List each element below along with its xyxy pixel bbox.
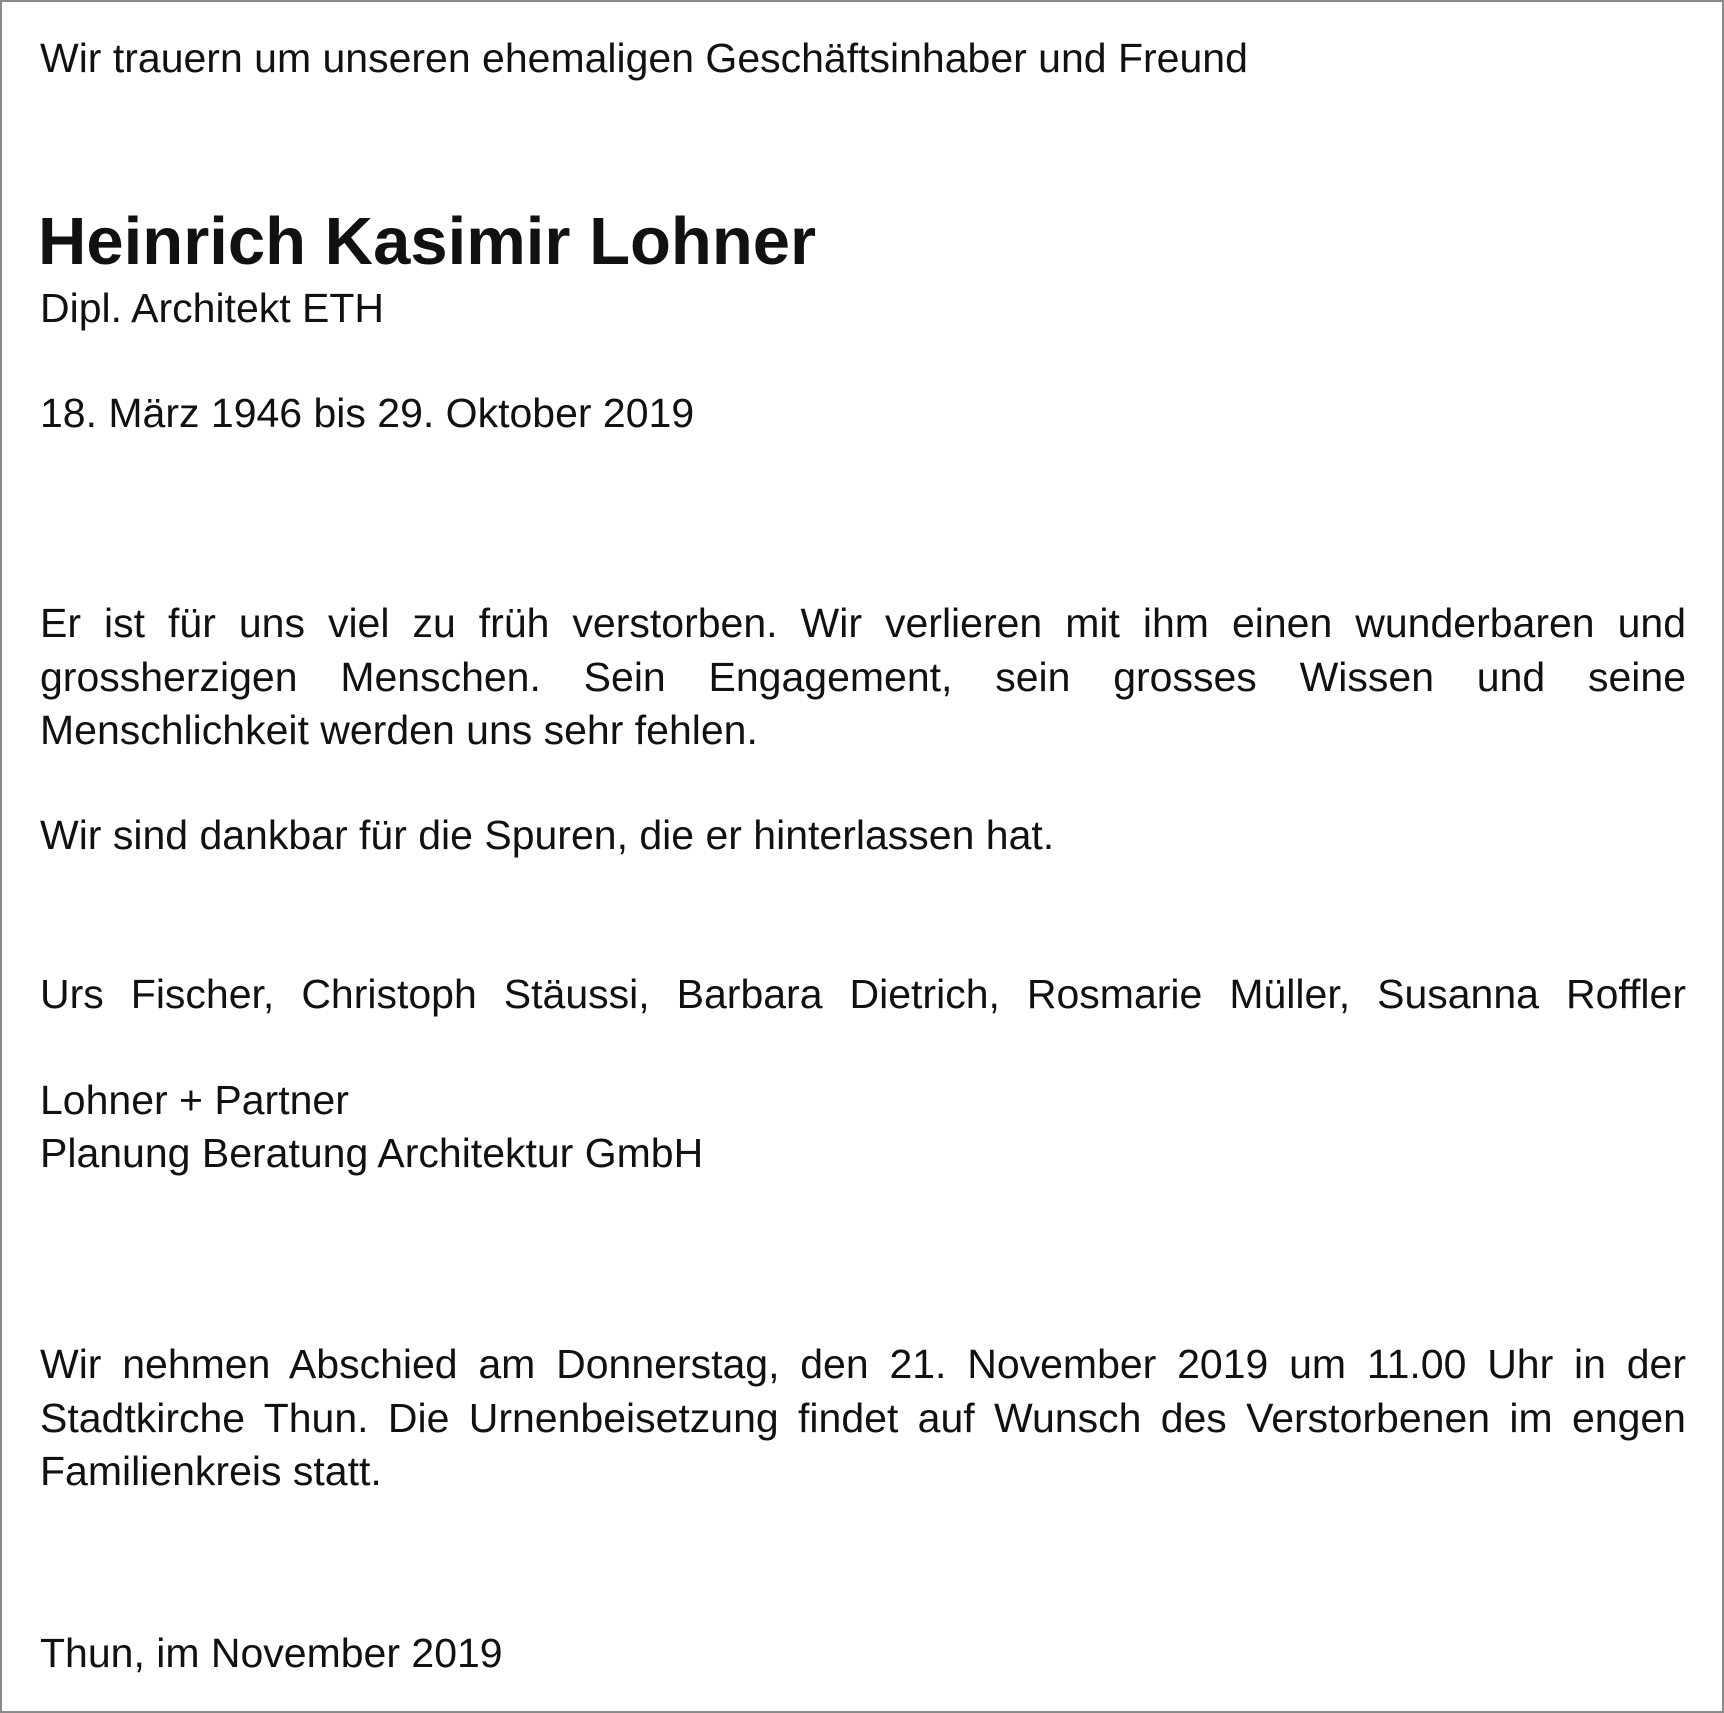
signatories: Urs Fischer, Christoph Stäussi, Barbara Dietrich, Rosmarie Müller, Susanna Roffler	[40, 971, 1686, 1017]
company-name: Lohner + Partner	[40, 1077, 349, 1123]
place-date: Thun, im November 2019	[40, 1630, 503, 1676]
ceremony-details: Wir nehmen Abschied am Donnerstag, den 21. November 2019 um 11.00 Uhr in der Stadtkirche Thun. Die Urnenbeisetzung findet auf Wunsch des Verstorbenen im engen Familienkreis statt.	[40, 1341, 1686, 1494]
tribute-paragraph: Er ist für uns viel zu früh verstorben. Wir verlieren mit ihm einen wunderbaren und grossherzigen Menschen. Sein Engagement, sein grosses Wissen und seine Menschlichkeit werden uns sehr fehlen.	[40, 600, 1686, 753]
professional-title: Dipl. Architekt ETH	[40, 285, 385, 331]
life-dates: 18. März 1946 bis 29. Oktober 2019	[40, 390, 695, 436]
deceased-name: Heinrich Kasimir Lohner	[38, 204, 817, 279]
gratitude-text: Wir sind dankbar für die Spuren, die er hinterlassen hat.	[40, 812, 1055, 858]
company-description: Planung Beratung Architektur GmbH	[40, 1130, 704, 1176]
intro-text: Wir trauern um unseren ehemaligen Geschäftsinhaber und Freund	[40, 35, 1248, 81]
